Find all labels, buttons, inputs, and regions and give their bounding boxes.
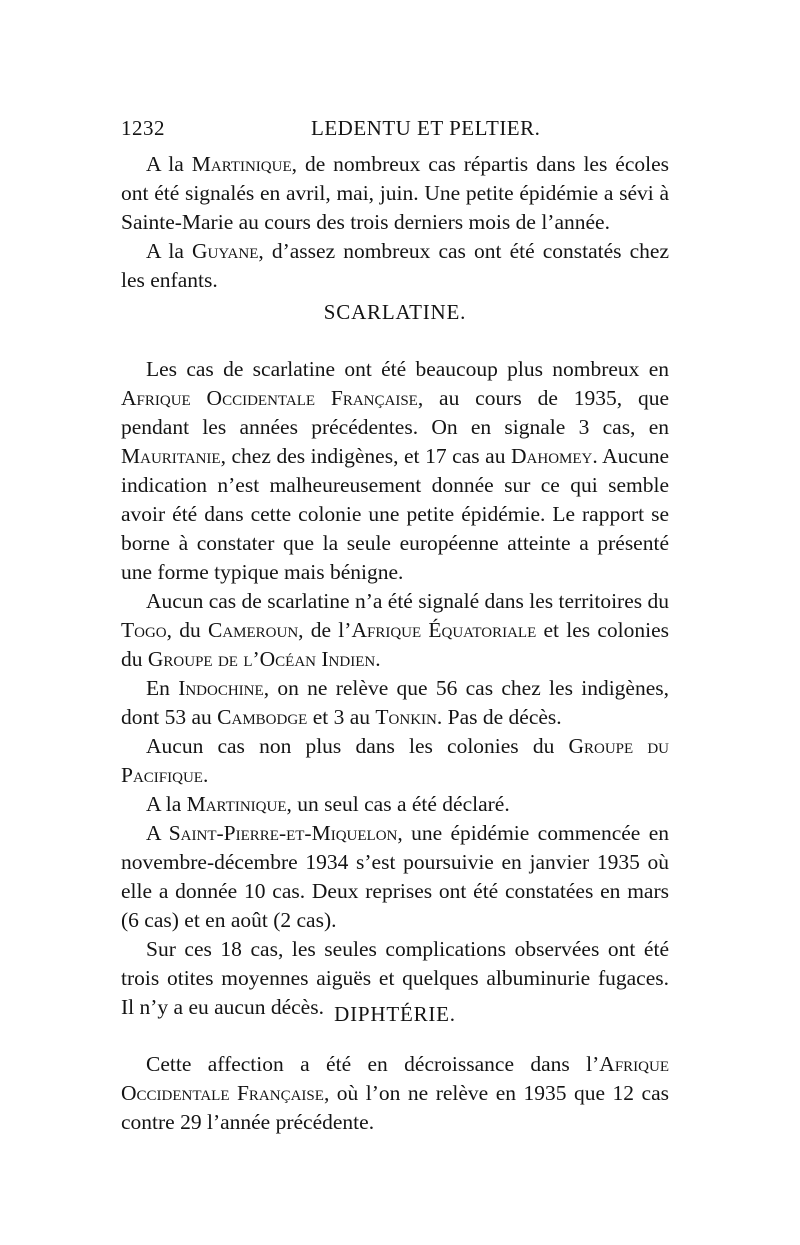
diphterie-text — [121, 1050, 669, 1137]
paragraph — [121, 819, 669, 935]
text-run: En — [146, 676, 179, 700]
text-run: Sur ces 18 cas, les seules complications observées ont été trois otites moyennes aiguës et quelques albuminurie fugaces. Il n’y a eu aucun décès. — [121, 937, 669, 1019]
text-run: . Pas de décès. — [436, 705, 562, 729]
text-run: et les colonies du — [121, 618, 669, 671]
text-run: , du — [166, 618, 208, 642]
scarlatine-heading: SCARLATINE. — [323, 300, 467, 324]
place-name: Guyane — [192, 239, 259, 263]
text-run: , d’assez nombreux cas ont été constatés chez les enfants. — [121, 239, 669, 292]
running-head: LEDENTU ET PELTIER. — [311, 116, 541, 140]
paragraph — [121, 587, 669, 674]
place-name: Mauritanie — [121, 444, 221, 468]
place-name: Afrique Équatoriale — [351, 618, 537, 642]
text-run: , chez des indigènes, et 17 cas au — [220, 444, 512, 468]
place-name: Tonkin — [375, 705, 437, 729]
text-run: et 3 au — [307, 705, 376, 729]
text-run: , de nombreux cas répartis dans les écoles ont été signalés en avril, mai, juin. Une petite épidémie a sévi à Sainte-Marie au cours des trois derniers mois de l’année. — [121, 152, 669, 234]
text-run: , où l’on ne relève en 1935 que 12 cas contre 29 l’année précédente. — [121, 1081, 669, 1134]
page-number: 1232 — [121, 116, 165, 140]
text-run: A la — [146, 152, 192, 176]
scarlatine-text — [121, 355, 669, 1022]
place-name: Martinique — [191, 152, 292, 176]
text-run: , de l’ — [298, 618, 352, 642]
text-run: A — [146, 821, 169, 845]
text-run: Cette affection a été en décroissance dans l’ — [146, 1052, 600, 1076]
place-name: Dahomey — [511, 444, 593, 468]
place-name: Groupe de l’Océan Indien — [147, 647, 376, 671]
paragraph — [121, 237, 669, 295]
place-name: Afrique Occidentale Française — [121, 1052, 669, 1105]
text-run: , une épidémie commencée en novembre-décembre 1934 s’est poursuivie en janvier 1935 où elle a donnée 10 cas. Deux reprises ont été constatées en mars (6 cas) et en août (2 cas). — [121, 821, 670, 932]
paragraph — [121, 150, 669, 237]
text-run: Aucun cas non plus dans les colonies du — [146, 734, 569, 758]
place-name: Saint-Pierre-et-Miquelon — [168, 821, 398, 845]
text-run: Les cas de scarlatine ont été beaucoup plus nombreux en — [146, 357, 669, 381]
place-name: Groupe du Pacifique — [121, 734, 669, 787]
intro-text — [121, 150, 669, 295]
text-run: A la — [146, 239, 193, 263]
text-run: . — [202, 763, 209, 787]
place-name: Martinique — [186, 792, 287, 816]
paragraph — [121, 790, 669, 819]
place-name: Cameroun — [207, 618, 299, 642]
text-run: , au cours de 1935, que pendant les années précédentes. On en signale 3 cas, en — [121, 386, 669, 439]
text-run: , on ne relève que 56 cas chez les indigènes, dont 53 au — [121, 676, 669, 729]
text-run: Aucun cas de scarlatine n’a été signalé dans les territoires du — [146, 589, 669, 613]
diphterie-heading: DIPHTÉRIE. — [334, 1002, 456, 1026]
paragraph — [121, 355, 669, 587]
text-run: . — [375, 647, 381, 671]
place-name: Cambodge — [217, 705, 308, 729]
paragraph — [121, 1050, 669, 1137]
paragraph — [121, 674, 669, 732]
page-header — [121, 116, 671, 146]
paragraph — [121, 732, 669, 790]
text-run: , un seul cas a été déclaré. — [286, 792, 510, 816]
place-name: Togo — [121, 618, 167, 642]
text-run: . Aucune indication n’est malheureusement donnée sur ce qui semble avoir été dans cette colonie une petite épidémie. Le rapport se borne à constater que la seule européenne atteinte a présenté une forme typique mais bénigne. — [121, 444, 669, 584]
place-name: Indochine — [178, 676, 264, 700]
place-name: Afrique Occidentale Française — [121, 386, 418, 410]
text-run: A la — [146, 792, 187, 816]
